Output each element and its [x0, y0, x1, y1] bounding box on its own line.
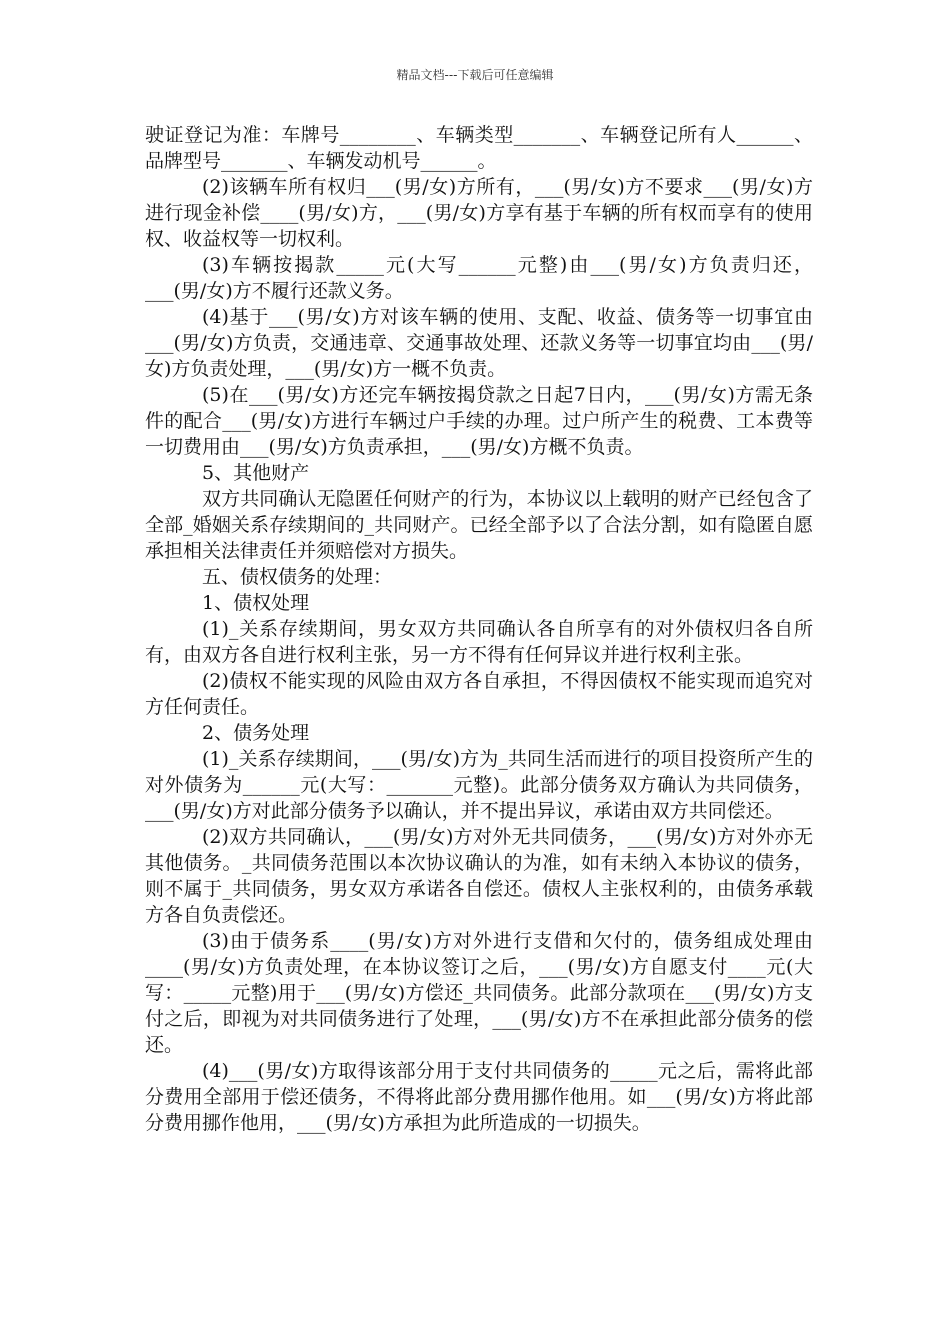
paragraph-debt-3: (3)由于债务系____(男/女)方对外进行支借和欠付的，债务组成处理由____(男/女)方负责处理，在本协议签订之后，___(男/女)方自愿支付____元(大写：_____元整)用于___(男/女)方偿还_共同债务。此部分款项在___(男/女)方支付之后，即视为对共同债务进行了处理，___(男/女)方不在承担此部分债务的偿还。: [145, 930, 813, 1056]
document-body: [145, 122, 813, 1136]
section-heading-debts: 五、债权债务的处理：: [202, 566, 393, 588]
paragraph-vehicle-registration: 驶证登记为准：车牌号________、车辆类型_______、车辆登记所有人______、品牌型号_______、车辆发动机号______。: [145, 124, 813, 172]
paragraph-other-property: 双方共同确认无隐匿任何财产的行为，本协议以上载明的财产已经包含了全部_婚姻关系存续期间的_共同财产。已经全部予以了合法分割，如有隐匿自愿承担相关法律责任并须赔偿对方损失。: [145, 488, 813, 562]
paragraph-vehicle-use: (4)基于___(男/女)方对该车辆的使用、支配、收益、债务等一切事宜由___(男/女)方负责，交通违章、交通事故处理、还款义务等一切事宜均由___(男/女)方负责处理，___(男/女)方一概不负责。: [145, 306, 813, 380]
section-heading-other-property: 5、其他财产: [202, 462, 310, 484]
paragraph-debt-1: (1)_关系存续期间，___(男/女)方为_共同生活而进行的项目投资所产生的对外债务为______元(大写：_______元整)。此部分债务双方确认为共同债务，___(男/女)方对此部分债务予以确认，并不提出异议，承诺由双方共同偿还。: [145, 748, 813, 822]
paragraph-vehicle-transfer: (5)在___(男/女)方还完车辆按揭贷款之日起7日内，___(男/女)方需无条件的配合___(男/女)方进行车辆过户手续的办理。过户所产生的税费、工本费等一切费用由___(男/女)方负责承担，___(男/女)方概不负责。: [145, 384, 813, 458]
paragraph-vehicle-ownership: (2)该辆车所有权归___(男/女)方所有，___(男/女)方不要求___(男/女)方进行现金补偿____(男/女)方，___(男/女)方享有基于车辆的所有权而享有的使用权、收益权等一切权利。: [145, 176, 813, 250]
paragraph-debt-2: (2)双方共同确认，___(男/女)方对外无共同债务，___(男/女)方对外亦无其他债务。_共同债务范围以本次协议确认的为准，如有未纳入本协议的债务，则不属于_共同债务，男女双方承诺各自偿还。债权人主张权利的，由债务承载方各自负责偿还。: [145, 826, 813, 926]
page-header: 精品文档---下载后可任意编辑: [396, 68, 554, 82]
paragraph-claims-1: (1)_关系存续期间，男女双方共同确认各自所享有的对外债权归各自所有，由双方各自进行权利主张，另一方不得有任何异议并进行权利主张。: [145, 618, 813, 666]
section-heading-claims: 1、债权处理: [202, 592, 310, 614]
paragraph-debt-4: (4)___(男/女)方取得该部分用于支付共同债务的_____元之后，需将此部分费用全部用于偿还债务，不得将此部分费用挪作他用。如___(男/女)方将此部分费用挪作他用，___(男/女)方承担为此所造成的一切损失。: [145, 1060, 813, 1134]
paragraph-vehicle-mortgage: (3)车辆按揭款_____元(大写______元整)由___(男/女)方负责归还，___(男/女)方不履行还款义务。: [145, 254, 813, 302]
section-heading-debt-handling: 2、债务处理: [202, 722, 310, 744]
paragraph-claims-2: (2)债权不能实现的风险由双方各自承担，不得因债权不能实现而追究对方任何责任。: [145, 670, 813, 718]
